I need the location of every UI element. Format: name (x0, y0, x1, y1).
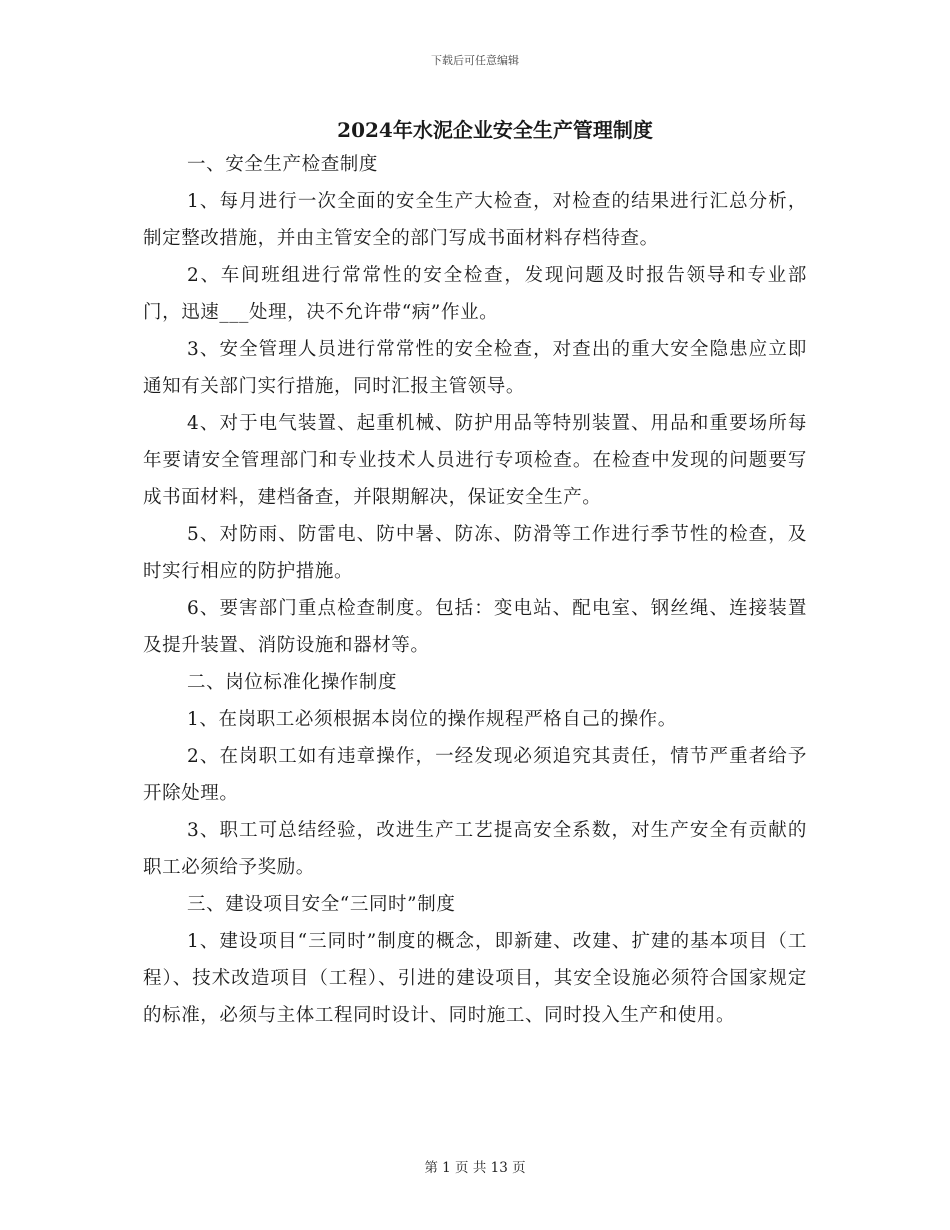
page-header-note: 下载后可任意编辑 (431, 54, 519, 67)
paragraph-1-5: 5、对防雨、防雷电、防中暑、防冻、防滑等工作进行季节性的检查，及时实行相应的防护措施。 (143, 524, 807, 582)
paragraph-1-4: 4、对于电气装置、起重机械、防护用品等特别装置、用品和重要场所每年要请安全管理部门和专业技术人员进行专项检查。在检查中发现的问题要写成书面材料，建档备查，并限期解决，保证安全生产。 (143, 413, 807, 508)
page-number: 第 1 页 共 13 页 (424, 1160, 526, 1176)
document-body (143, 146, 807, 1034)
section-heading-2: 二、岗位标准化操作制度 (187, 672, 398, 693)
paragraph-1-2: 2、车间班组进行常常性的安全检查，发现问题及时报告领导和专业部门，迅速___处理，决不允许带“病”作业。 (143, 265, 807, 323)
paragraph-1-3: 3、安全管理人员进行常常性的安全检查，对查出的重大安全隐患应立即通知有关部门实行措施，同时汇报主管领导。 (143, 339, 807, 397)
paragraph-2-1: 1、在岗职工必须根据本岗位的操作规程严格自己的操作。 (187, 709, 677, 730)
paragraph-3-1: 1、建设项目“三同时”制度的概念，即新建、改建、扩建的基本项目（工程）、技术改造项目（工程）、引进的建设项目，其安全设施必须符合国家规定的标准，必须与主体工程同时设计、同时施工、同时投入生产和使用。 (143, 931, 807, 1026)
document-title: 2024年水泥企业安全生产管理制度 (337, 118, 653, 142)
section-heading-1: 一、安全生产检查制度 (187, 154, 379, 175)
section-heading-3: 三、建设项目安全“三同时”制度 (187, 894, 456, 915)
paragraph-1-6: 6、要害部门重点检查制度。包括：变电站、配电室、钢丝绳、连接装置及提升装置、消防设施和器材等。 (143, 598, 807, 656)
paragraph-2-2: 2、在岗职工如有违章操作，一经发现必须追究其责任，情节严重者给予开除处理。 (143, 746, 807, 804)
paragraph-1-1: 1、每月进行一次全面的安全生产大检查，对检查的结果进行汇总分析，制定整改措施，并由主管安全的部门写成书面材料存档待查。 (143, 191, 807, 249)
paragraph-2-3: 3、职工可总结经验，改进生产工艺提高安全系数，对生产安全有贡献的职工必须给予奖励。 (143, 820, 807, 878)
